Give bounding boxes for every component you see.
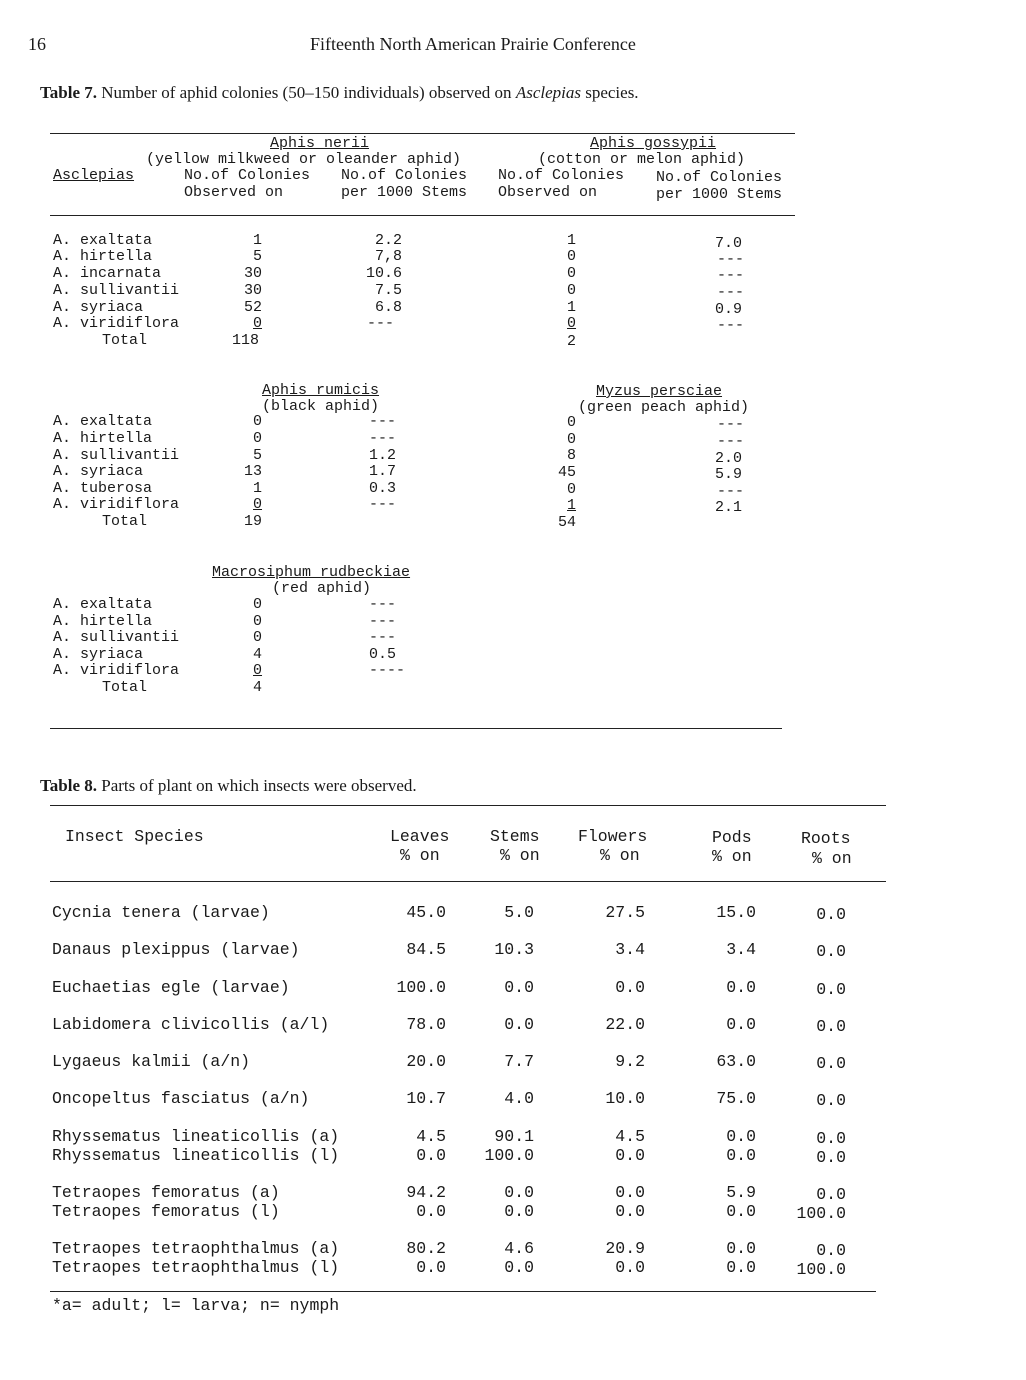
- table-cell-flowers: 27.5: [605, 903, 645, 922]
- table-row-name: Tetraopes tetraophthalmus (a): [52, 1239, 340, 1258]
- table-cell-stems: 4.0: [504, 1089, 534, 1108]
- table-cell: ---: [369, 613, 397, 630]
- table-cell: 1.2: [369, 447, 397, 464]
- total-value: 19: [244, 513, 263, 530]
- table-cell: 0: [567, 265, 577, 282]
- table-row-name: A. tuberosa: [53, 480, 153, 497]
- table-row-name: A. sullivantii: [53, 282, 180, 299]
- table-cell: 10.6: [365, 265, 402, 282]
- table-cell: 13: [244, 463, 263, 480]
- footnote: *a= adult; l= larva; n= nymph: [52, 1296, 340, 1315]
- t7-h-colonies2: No.of Colonies: [341, 167, 468, 184]
- t7-b2-sp2-common: (green peach aphid): [578, 399, 750, 416]
- table-cell-flowers: 10.0: [605, 1089, 645, 1108]
- table-cell: 7,8: [374, 248, 402, 265]
- table-cell-flowers: 0.0: [615, 1202, 645, 1221]
- table-cell: 0: [567, 282, 577, 299]
- table-cell-pods: 5.9: [726, 1183, 756, 1202]
- t7-col-asclepias: Asclepias: [53, 167, 135, 184]
- table8-label: Table 8.: [40, 776, 98, 795]
- table-cell-roots: 0.0: [816, 1017, 846, 1036]
- table-cell: 0: [567, 248, 577, 265]
- table-cell: 6.8: [374, 299, 402, 316]
- table-row-name: Lygaeus kalmii (a/n): [52, 1052, 251, 1071]
- table-cell-flowers: 20.9: [605, 1239, 645, 1258]
- t8-h-species: Insect Species: [65, 827, 204, 846]
- table-cell: 0.5: [369, 646, 397, 663]
- table-row-name: A. syriaca: [53, 463, 144, 480]
- table-cell: 5: [253, 248, 263, 265]
- table-cell: 1: [567, 232, 577, 249]
- table-row-name: A. hirtella: [53, 430, 153, 447]
- table-cell: ---: [369, 413, 397, 430]
- table-cell: ----: [369, 662, 406, 679]
- table-cell-leaves: 0.0: [416, 1146, 446, 1165]
- table-cell-stems: 10.3: [494, 940, 534, 959]
- table-row-name: A. sullivantii: [53, 629, 180, 646]
- table-cell-flowers: 22.0: [605, 1015, 645, 1034]
- table8-caption-text: Parts of plant on which insects were observed.: [101, 776, 417, 795]
- table-cell: ---: [717, 433, 745, 450]
- table-cell: 5.9: [715, 466, 743, 483]
- t7-h-observed: Observed on: [184, 184, 284, 201]
- table-cell: 5: [253, 447, 263, 464]
- table-cell-pods: 3.4: [726, 940, 756, 959]
- total-value: 2: [567, 333, 577, 350]
- table-cell: 0: [567, 481, 577, 498]
- table8-header-rule: [50, 881, 886, 882]
- table-cell-pods: 0.0: [726, 1127, 756, 1146]
- table-cell-pods: 0.0: [726, 1258, 756, 1277]
- table7-top-rule: [50, 133, 795, 134]
- table-row-name: Rhyssematus lineaticollis (l): [52, 1146, 340, 1165]
- table-cell: 4: [253, 646, 263, 663]
- total-label: Total: [102, 679, 148, 696]
- table-cell: 1: [567, 299, 577, 316]
- table-cell: ---: [367, 315, 395, 332]
- table-cell-roots: 0.0: [816, 905, 846, 924]
- table-cell: 30: [244, 282, 263, 299]
- table-cell: 0: [253, 413, 263, 430]
- table-cell: 8: [567, 447, 577, 464]
- table-cell-flowers: 4.5: [615, 1127, 645, 1146]
- table-cell: 45: [558, 464, 577, 481]
- total-value: 54: [558, 514, 577, 531]
- table-cell: 0: [567, 431, 577, 448]
- table-row-name: Labidomera clivicollis (a/l): [52, 1015, 330, 1034]
- t7-h-colonies4: No.of Colonies: [656, 169, 783, 186]
- table-cell-flowers: 9.2: [615, 1052, 645, 1071]
- t7-b1-sp1-name: Aphis nerii: [270, 135, 370, 152]
- total-label: Total: [102, 332, 148, 349]
- table-cell: 2.0: [715, 450, 743, 467]
- table-row-name: A. syriaca: [53, 646, 144, 663]
- table-cell-roots: 0.0: [816, 1091, 846, 1110]
- table7-caption-end: species.: [585, 83, 639, 102]
- table-cell: 0: [253, 496, 263, 513]
- table-cell: ---: [717, 267, 745, 284]
- table8-caption: [40, 776, 417, 796]
- table-cell-pods: 0.0: [726, 1015, 756, 1034]
- table-cell-roots: 100.0: [796, 1260, 846, 1279]
- table7-caption-italic: Asclepias: [515, 83, 581, 102]
- table-cell-roots: 0.0: [816, 942, 846, 961]
- table-cell-leaves: 4.5: [416, 1127, 446, 1146]
- t8-h-stems: Stems: [490, 827, 540, 846]
- table7-header-rule: [50, 215, 795, 216]
- t7-b2-sp1-name: Aphis rumicis: [262, 382, 380, 399]
- table-cell-pods: 0.0: [726, 1146, 756, 1165]
- table-cell: 0: [253, 596, 263, 613]
- table-cell-stems: 0.0: [504, 1202, 534, 1221]
- table-cell: ---: [717, 416, 745, 433]
- table-row-name: A. incarnata: [53, 265, 162, 282]
- table7-bottom-rule: [50, 728, 782, 729]
- t8-h-leaves: Leaves: [390, 827, 450, 846]
- t7-b3-sp1-name: Macrosiphum rudbeckiae: [212, 564, 411, 581]
- table-row-name: Cycnia tenera (larvae): [52, 903, 270, 922]
- table-cell-stems: 100.0: [484, 1146, 534, 1165]
- table-cell: 0.3: [369, 480, 397, 497]
- table-cell: ---: [369, 596, 397, 613]
- table-cell-pods: 63.0: [716, 1052, 756, 1071]
- table-cell-leaves: 78.0: [406, 1015, 446, 1034]
- table-cell-leaves: 45.0: [406, 903, 446, 922]
- table-cell: ---: [717, 317, 745, 334]
- table-cell: 1: [253, 232, 263, 249]
- table-cell-roots: 100.0: [796, 1204, 846, 1223]
- table-row-name: Danaus plexippus (larvae): [52, 940, 300, 959]
- t7-h-observed3: Observed on: [498, 184, 598, 201]
- table-cell-pods: 75.0: [716, 1089, 756, 1108]
- table-cell-pods: 0.0: [726, 978, 756, 997]
- table-cell-roots: 0.0: [816, 1054, 846, 1073]
- table-cell: 52: [244, 299, 263, 316]
- table-cell-stems: 0.0: [504, 1183, 534, 1202]
- table-cell: ---: [717, 284, 745, 301]
- table-cell: 0: [567, 414, 577, 431]
- table-cell-leaves: 0.0: [416, 1258, 446, 1277]
- table-cell-leaves: 84.5: [406, 940, 446, 959]
- table-row-name: Oncopeltus fasciatus (a/n): [52, 1089, 310, 1108]
- table8-bottom-rule: [50, 1291, 876, 1292]
- table-cell-stems: 90.1: [494, 1127, 534, 1146]
- table-row-name: A. viridiflora: [53, 662, 180, 679]
- table-cell: 2.1: [715, 499, 743, 516]
- t8-h-pct-flowers: % on: [600, 846, 640, 865]
- table-cell-leaves: 20.0: [406, 1052, 446, 1071]
- t7-h-colonies3: No.of Colonies: [498, 167, 625, 184]
- table-cell-leaves: 94.2: [406, 1183, 446, 1202]
- table-cell-leaves: 10.7: [406, 1089, 446, 1108]
- table-cell: ---: [369, 430, 397, 447]
- t7-b3-sp1-common: (red aphid): [272, 580, 372, 597]
- t8-h-pct-pods: % on: [712, 847, 752, 866]
- t8-h-pods: Pods: [712, 828, 752, 847]
- table8-top-rule: [50, 805, 886, 806]
- table-row-name: A. viridiflora: [53, 496, 180, 513]
- table-cell: ---: [717, 251, 745, 268]
- t7-h-per4: per 1000 Stems: [656, 186, 783, 203]
- table7-caption-text: Number of aphid colonies (50–150 individuals) observed on: [101, 83, 512, 102]
- table-cell-pods: 15.0: [716, 903, 756, 922]
- table-row-name: Tetraopes femoratus (a): [52, 1183, 280, 1202]
- t8-h-roots: Roots: [801, 829, 851, 848]
- total-value: 118: [232, 332, 260, 349]
- table-cell-flowers: 0.0: [615, 1183, 645, 1202]
- table-row-name: Tetraopes femoratus (l): [52, 1202, 280, 1221]
- table-row-name: A. syriaca: [53, 299, 144, 316]
- table-cell-roots: 0.0: [816, 1148, 846, 1167]
- table-cell-leaves: 0.0: [416, 1202, 446, 1221]
- table-cell-stems: 4.6: [504, 1239, 534, 1258]
- table-cell: 1.7: [369, 463, 397, 480]
- table-cell-roots: 0.0: [816, 980, 846, 999]
- table7-label: Table 7.: [40, 83, 98, 102]
- table-cell: 1: [567, 497, 577, 514]
- t8-h-pct-stems: % on: [500, 846, 540, 865]
- table-cell: 0: [253, 613, 263, 630]
- t7-b2-sp1-common: (black aphid): [262, 398, 380, 415]
- table-row-name: A. exaltata: [53, 232, 153, 249]
- t7-h-colonies: No.of Colonies: [184, 167, 311, 184]
- t8-h-flowers: Flowers: [578, 827, 648, 846]
- table-cell: 0: [253, 662, 263, 679]
- table-row-name: A. hirtella: [53, 248, 153, 265]
- t8-h-pct-roots: % on: [812, 849, 852, 868]
- table-cell: ---: [717, 483, 745, 500]
- table-cell-flowers: 0.0: [615, 978, 645, 997]
- t8-h-pct-leaves: % on: [400, 846, 440, 865]
- table7-caption: [40, 83, 639, 103]
- table-row-name: Rhyssematus lineaticollis (a): [52, 1127, 340, 1146]
- table-cell: 0.9: [715, 301, 743, 318]
- total-value: 4: [253, 679, 263, 696]
- table-cell: 30: [244, 265, 263, 282]
- table-cell-roots: 0.0: [816, 1129, 846, 1148]
- table-cell: 2.2: [374, 232, 402, 249]
- table-cell: ---: [369, 629, 397, 646]
- table-cell: 0: [253, 629, 263, 646]
- table-cell-roots: 0.0: [816, 1185, 846, 1204]
- table-row-name: A. exaltata: [53, 413, 153, 430]
- table-row-name: A. sullivantii: [53, 447, 180, 464]
- table-cell-roots: 0.0: [816, 1241, 846, 1260]
- t7-b2-sp2-name: Myzus persciae: [596, 383, 723, 400]
- table-cell-pods: 0.0: [726, 1239, 756, 1258]
- table-cell-flowers: 3.4: [615, 940, 645, 959]
- table-cell: 0: [253, 430, 263, 447]
- table-cell-stems: 7.7: [504, 1052, 534, 1071]
- table-cell: ---: [369, 496, 397, 513]
- table-row-name: A. hirtella: [53, 613, 153, 630]
- table-cell-pods: 0.0: [726, 1202, 756, 1221]
- t7-b1-sp2-common: (cotton or melon aphid): [538, 151, 746, 168]
- total-label: Total: [102, 513, 148, 530]
- running-title: Fifteenth North American Prairie Conference: [310, 34, 636, 54]
- table-cell-leaves: 80.2: [406, 1239, 446, 1258]
- table-cell-stems: 0.0: [504, 978, 534, 997]
- t7-h-per: per 1000 Stems: [341, 184, 468, 201]
- table-cell-leaves: 100.0: [396, 978, 446, 997]
- table-cell: 0: [253, 315, 263, 332]
- table-row-name: Tetraopes tetraophthalmus (l): [52, 1258, 340, 1277]
- table-cell-flowers: 0.0: [615, 1146, 645, 1165]
- table-row-name: A. viridiflora: [53, 315, 180, 332]
- table-row-name: Euchaetias egle (larvae): [52, 978, 290, 997]
- table-cell: 1: [253, 480, 263, 497]
- table-cell-stems: 5.0: [504, 903, 534, 922]
- table-row-name: A. exaltata: [53, 596, 153, 613]
- table-cell: 7.5: [374, 282, 402, 299]
- table-cell-stems: 0.0: [504, 1015, 534, 1034]
- table-cell-stems: 0.0: [504, 1258, 534, 1277]
- page-number: 16: [28, 34, 46, 54]
- table-cell-flowers: 0.0: [615, 1258, 645, 1277]
- t7-b1-sp1-common: (yellow milkweed or oleander aphid): [146, 151, 462, 168]
- table-cell: 7.0: [715, 235, 743, 252]
- t7-b1-sp2-name: Aphis gossypii: [590, 135, 717, 152]
- table-cell: 0: [567, 315, 577, 332]
